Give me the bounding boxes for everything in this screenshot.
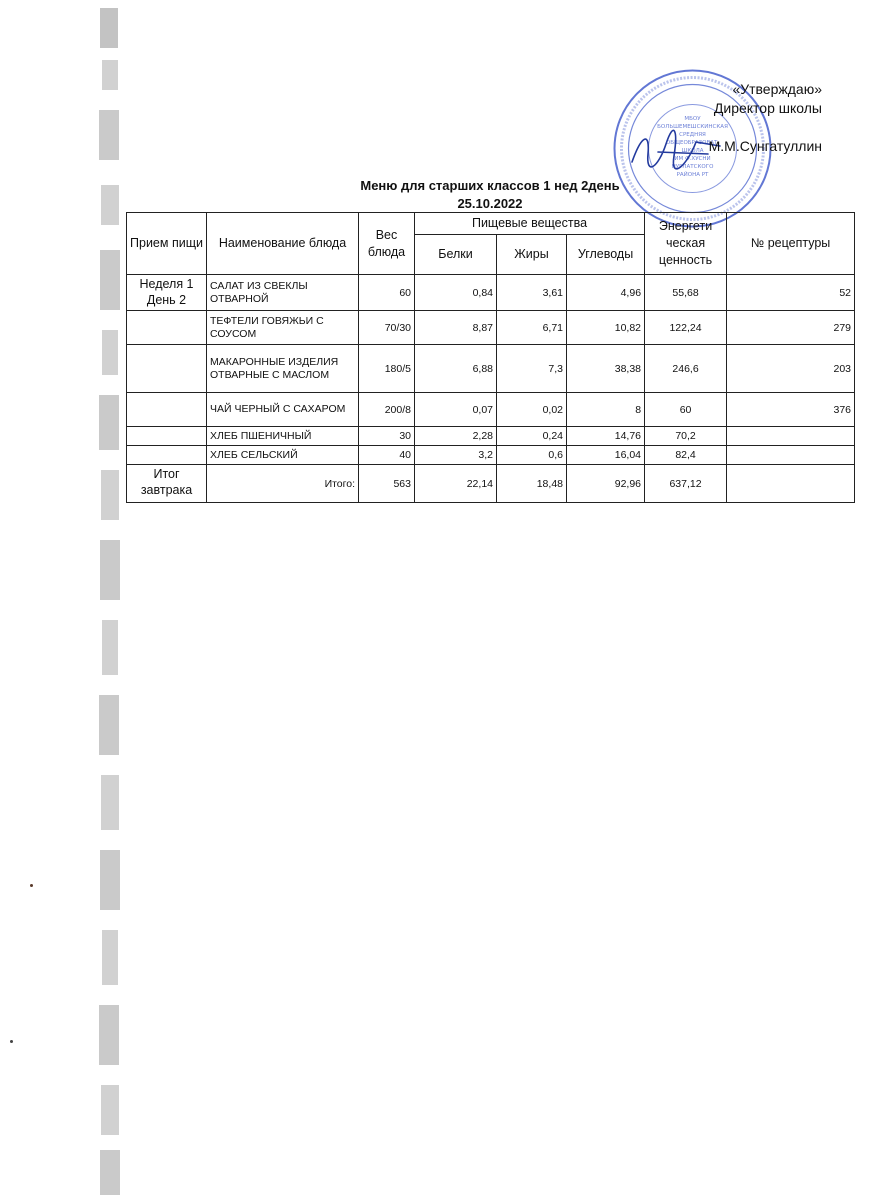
svg-text:СРЕДНЯЯ: СРЕДНЯЯ [679, 132, 706, 138]
table-row [127, 427, 855, 446]
fat-value: 0,24 [497, 427, 567, 446]
recipe-number [727, 446, 855, 465]
protein-value: 2,28 [415, 427, 497, 446]
svg-text:ИМ Ф.ХУСНИ: ИМ Ф.ХУСНИ [674, 156, 711, 162]
recipe-number: 52 [727, 275, 855, 311]
carbs-value: 4,96 [567, 275, 645, 311]
protein-value: 6,88 [415, 345, 497, 393]
dish-weight: 40 [359, 446, 415, 465]
total-weight: 563 [359, 465, 415, 503]
header-carbs: Углеводы [567, 235, 645, 275]
header-protein: Белки [415, 235, 497, 275]
director-title: Директор школы [713, 100, 822, 116]
protein-value: 0,84 [415, 275, 497, 311]
dish-name: САЛАТ ИЗ СВЕКЛЫ ОТВАРНОЙ [207, 275, 359, 311]
total-recipe [727, 465, 855, 503]
protein-value: 0,07 [415, 393, 497, 427]
protein-value: 3,2 [415, 446, 497, 465]
carbs-value: 8 [567, 393, 645, 427]
dish-weight: 180/5 [359, 345, 415, 393]
energy-value: 82,4 [645, 446, 727, 465]
fat-value: 0,02 [497, 393, 567, 427]
menu-table [126, 212, 855, 503]
menu-title: Меню для старших классов 1 нед 2день [360, 178, 620, 193]
protein-value: 8,87 [415, 311, 497, 345]
total-carbs: 92,96 [567, 465, 645, 503]
header-weight: Вес блюда [359, 213, 415, 275]
scan-speck [30, 884, 33, 887]
fat-value: 7,3 [497, 345, 567, 393]
dish-name: ХЛЕБ СЕЛЬСКИЙ [207, 446, 359, 465]
header-nutrients: Пищевые вещества [415, 213, 645, 235]
header-recipe: № рецептуры [727, 213, 855, 275]
recipe-number [727, 427, 855, 446]
table-row [127, 311, 855, 345]
energy-value: 70,2 [645, 427, 727, 446]
dish-weight: 60 [359, 275, 415, 311]
svg-text:ОБЩЕОБРАЗОВАТ.: ОБЩЕОБРАЗОВАТ. [665, 140, 720, 146]
energy-value: 55,68 [645, 275, 727, 311]
total-protein: 22,14 [415, 465, 497, 503]
total-meal-label: Итог завтрака [127, 465, 207, 503]
svg-text:ШКОЛА: ШКОЛА [681, 148, 704, 154]
fat-value: 0,6 [497, 446, 567, 465]
carbs-value: 38,38 [567, 345, 645, 393]
meal-label: Неделя 1 День 2 [127, 275, 207, 311]
fat-value: 6,71 [497, 311, 567, 345]
fat-value: 3,61 [497, 275, 567, 311]
recipe-number: 279 [727, 311, 855, 345]
table-row [127, 275, 855, 311]
total-row [127, 465, 855, 503]
header-meal: Прием пищи [127, 213, 207, 275]
carbs-value: 14,76 [567, 427, 645, 446]
total-label: Итого: [207, 465, 359, 503]
dish-name: ЧАЙ ЧЕРНЫЙ С САХАРОМ [207, 393, 359, 427]
scan-speck [10, 1040, 13, 1043]
dish-weight: 30 [359, 427, 415, 446]
table-row [127, 393, 855, 427]
header-energy: Энергети ческая ценность [645, 213, 727, 275]
dish-weight: 70/30 [359, 311, 415, 345]
recipe-number: 203 [727, 345, 855, 393]
dish-weight: 200/8 [359, 393, 415, 427]
approval-block [709, 80, 822, 156]
total-energy: 637,12 [645, 465, 727, 503]
recipe-number: 376 [727, 393, 855, 427]
header-dish: Наименование блюда [207, 213, 359, 275]
header-fat: Жиры [497, 235, 567, 275]
svg-text:НУРЛАТСКОГО: НУРЛАТСКОГО [671, 164, 714, 170]
energy-value: 60 [645, 393, 727, 427]
energy-value: 246,6 [645, 345, 727, 393]
carbs-value: 10,82 [567, 311, 645, 345]
svg-text:РАЙОНА РТ: РАЙОНА РТ [676, 172, 709, 178]
menu-date: 25.10.2022 [457, 196, 523, 211]
table-row [127, 345, 855, 393]
table-row [127, 446, 855, 465]
dish-name: ТЕФТЕЛИ ГОВЯЖЬИ С СОУСОМ [207, 311, 359, 345]
dish-name: ХЛЕБ ПШЕНИЧНЫЙ [207, 427, 359, 446]
carbs-value: 16,04 [567, 446, 645, 465]
energy-value: 122,24 [645, 311, 727, 345]
approval-line: «Утверждаю» [732, 81, 822, 97]
svg-text:МБОУ: МБОУ [684, 116, 701, 122]
total-fat: 18,48 [497, 465, 567, 503]
svg-text:БОЛЬШЕМЕШСКИНСКАЯ: БОЛЬШЕМЕШСКИНСКАЯ [657, 124, 728, 130]
director-name: М.М.Сунгатуллин [708, 138, 822, 154]
dish-name: МАКАРОННЫЕ ИЗДЕЛИЯ ОТВАРНЫЕ С МАСЛОМ [207, 345, 359, 393]
